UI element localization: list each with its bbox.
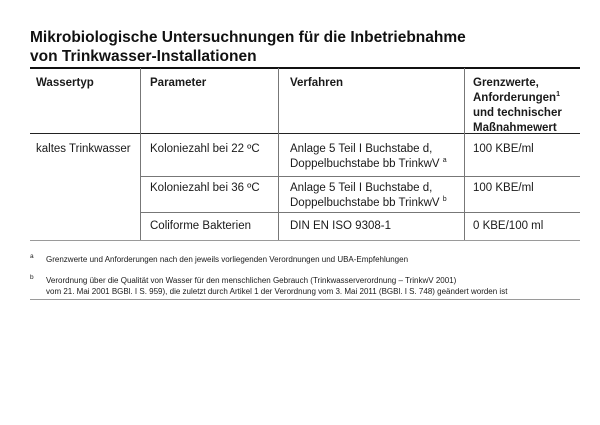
- header-grenzwerte-line-4: Maßnahmewert: [473, 122, 557, 134]
- row-2-verfahren-line-1: Anlage 5 Teil I Buchstabe d,: [290, 182, 433, 194]
- header-parameter: Parameter: [150, 77, 207, 89]
- row-2-grenzwert: 100 KBE/ml: [473, 182, 534, 194]
- header-grenzwerte-line-3: und technischer: [473, 107, 562, 119]
- header-verfahren: Verfahren: [290, 77, 344, 89]
- column-divider-2: [278, 68, 279, 240]
- header-grenzwerte-sup: 1: [556, 91, 560, 99]
- header-grenzwerte: [473, 76, 562, 136]
- row-1-verfahren-line-2: Doppelbuchstabe bb TrinkwV: [290, 158, 440, 170]
- header-grenzwerte-line-1: Grenzwerte,: [473, 77, 539, 89]
- page-title-line-1: Mikrobiologische Untersuchnungen für die Inbetriebnahme: [30, 29, 466, 46]
- row-2-parameter: Koloniezahl bei 36 ºC: [150, 182, 260, 194]
- row-1-verfahren-sup: a: [442, 157, 447, 165]
- page-title: [30, 28, 570, 66]
- row-3-verfahren: DIN EN ISO 9308-1: [290, 220, 391, 232]
- footnote-b-mark: b: [30, 274, 34, 281]
- header-wassertyp: Wassertyp: [36, 77, 94, 89]
- row-divider-1: [140, 176, 580, 177]
- page-title-line-2: von Trinkwasser-Installationen: [30, 48, 257, 65]
- table-top-rule: [30, 67, 580, 69]
- footnote-b-line-1: Verordnung über die Qualität von Wasser für den menschlichen Gebrauch (Trinkwasserverordnung – TrinkwV 2001): [46, 276, 457, 285]
- header-grenzwerte-line-2: Anforderungen: [473, 92, 557, 104]
- row-1-grenzwert: 100 KBE/ml: [473, 143, 534, 155]
- footnote-b-text: [46, 275, 507, 297]
- row-2-verfahren-sup: b: [442, 196, 447, 204]
- row-1-verfahren: [290, 142, 447, 172]
- row-2-verfahren-line-2: Doppelbuchstabe bb TrinkwV: [290, 197, 440, 209]
- table-bottom-rule: [30, 240, 580, 241]
- row-2-verfahren: [290, 181, 447, 211]
- row-3-parameter: Coliforme Bakterien: [150, 220, 251, 232]
- column-divider-1: [140, 68, 141, 240]
- row-divider-2: [140, 212, 580, 213]
- footnote-a-text: Grenzwerte und Anforderungen nach den jeweils vorliegenden Verordnungen und UBA-Empfehlungen: [46, 255, 409, 264]
- row-1-parameter: Koloniezahl bei 22 ºC: [150, 143, 260, 155]
- footnote-a-mark: a: [30, 253, 34, 260]
- wassertyp-cell: kaltes Trinkwasser: [36, 143, 131, 155]
- column-divider-3: [464, 68, 465, 240]
- footnote-bottom-rule: [30, 299, 580, 300]
- row-3-grenzwert: 0 KBE/100 ml: [473, 220, 544, 232]
- row-1-verfahren-line-1: Anlage 5 Teil I Buchstabe d,: [290, 143, 433, 155]
- footnote-b-line-2: vom 21. Mai 2001 BGBl. I S. 959), die zuletzt durch Artikel 1 der Verordnung vom 3. Mai 2011 (BGBl. I S. 748) geändert worden ist: [46, 287, 508, 296]
